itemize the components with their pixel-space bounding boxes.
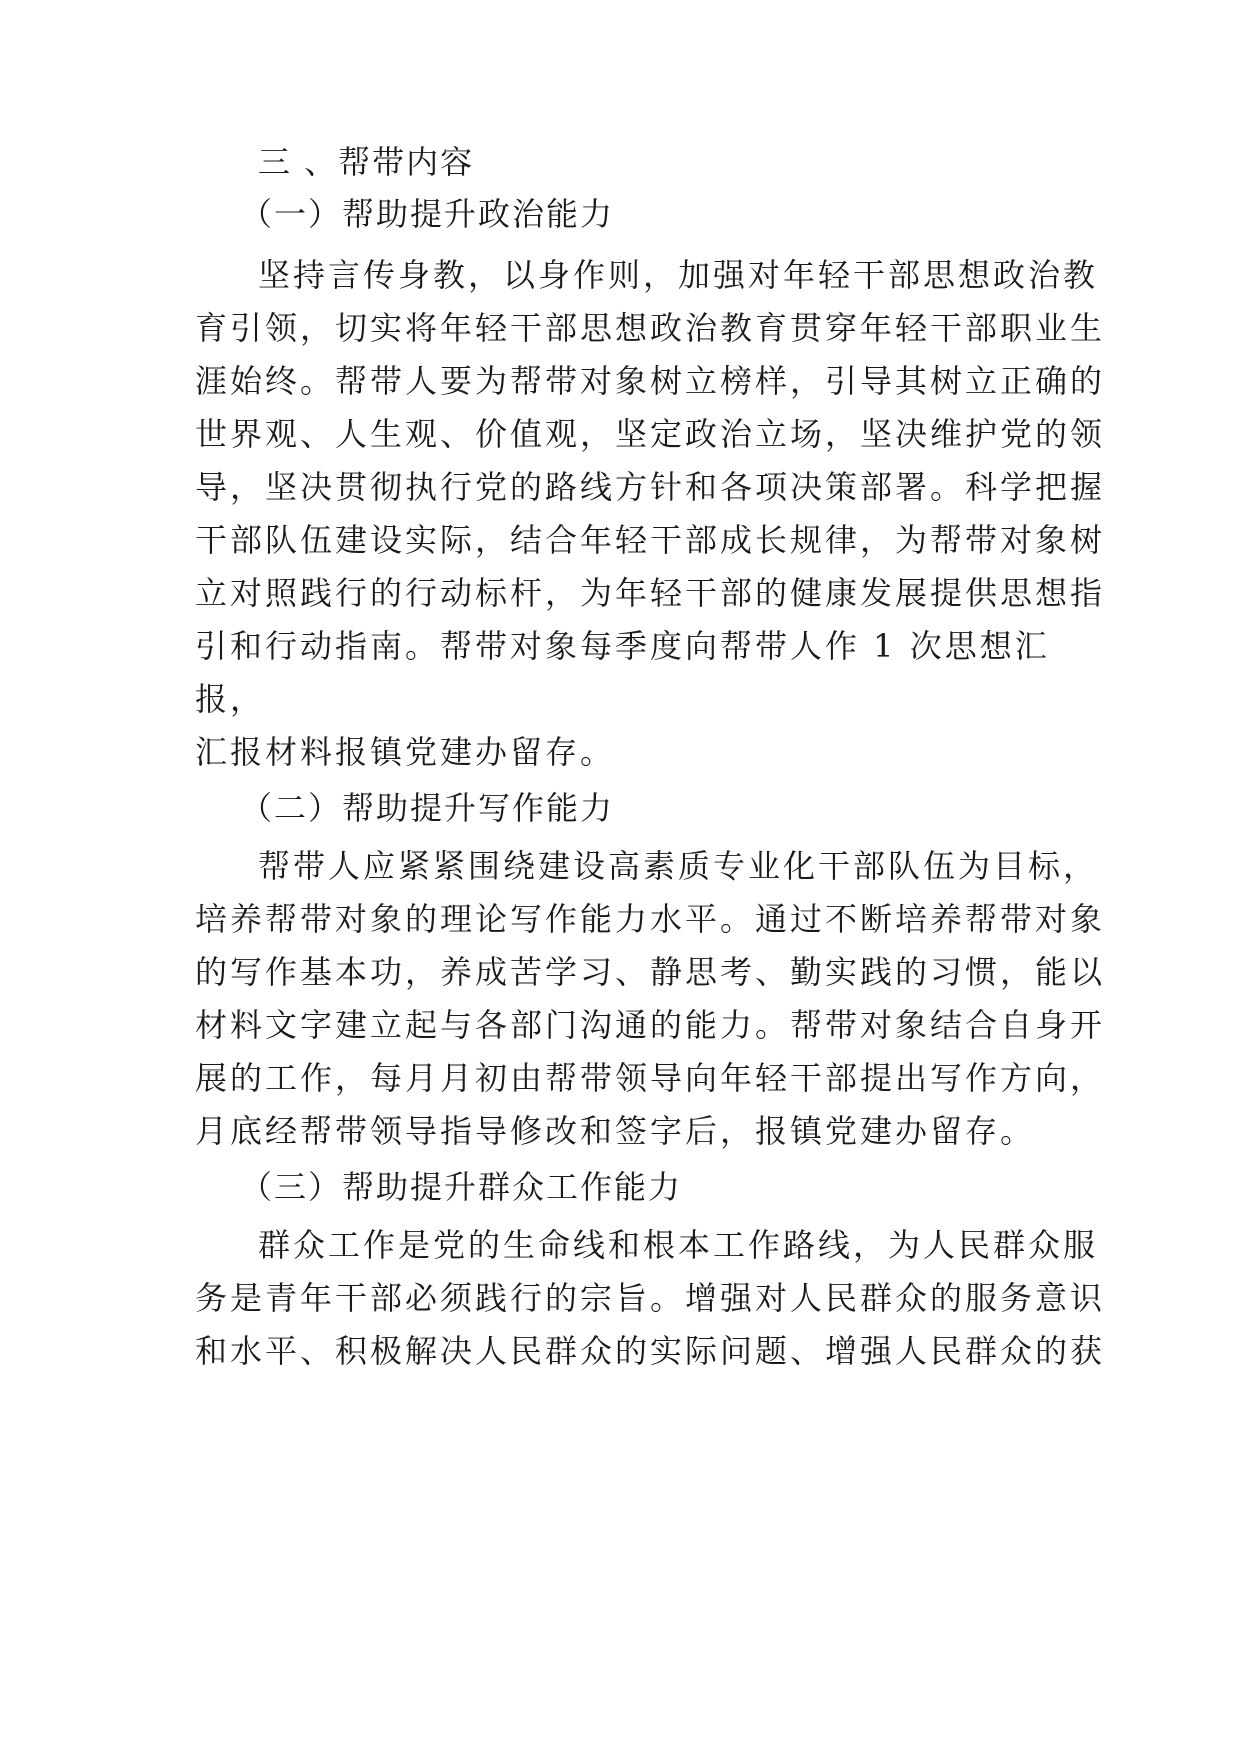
section-heading: 三 、帮带内容 (258, 143, 475, 181)
paragraph-line: 报， (195, 680, 266, 718)
paragraph-line: 帮带人应紧紧围绕建设高素质专业化干部队伍为目标， (258, 847, 1099, 885)
subsection-heading-1: （一）帮助提升政治能力 (240, 195, 615, 233)
paragraph-line: 群众工作是党的生命线和根本工作路线，为人民群众服 (258, 1226, 1099, 1264)
paragraph-line: 展的工作，每月月初由帮带领导向年轻干部提出写作方向， (195, 1059, 1106, 1097)
paragraph-line: 培养帮带对象的理论写作能力水平。通过不断培养帮带对象 (195, 900, 1106, 938)
paragraph-line: 干部队伍建设实际，结合年轻干部成长规律，为帮带对象树 (195, 521, 1106, 559)
paragraph-line: 世界观、人生观、价值观，坚定政治立场，坚决维护党的领 (195, 415, 1106, 453)
paragraph-line: 务是青年干部必须践行的宗旨。增强对人民群众的服务意识 (195, 1279, 1106, 1317)
paragraph-line: 月底经帮带领导指导修改和签字后，报镇党建办留存。 (195, 1112, 1036, 1150)
paragraph-line: 和水平、积极解决人民群众的实际问题、增强人民群众的获 (195, 1332, 1106, 1370)
paragraph-line: 导，坚决贯彻执行党的路线方针和各项决策部署。科学把握 (195, 468, 1106, 506)
paragraph-line: 立对照践行的行动标杆，为年轻干部的健康发展提供思想指 (195, 574, 1106, 612)
subsection-heading-3: （三）帮助提升群众工作能力 (240, 1168, 683, 1206)
paragraph-line: 的写作基本功，养成苦学习、静思考、勤实践的习惯，能以 (195, 953, 1106, 991)
subsection-heading-2: （二）帮助提升写作能力 (240, 789, 615, 827)
paragraph-line: 坚持言传身教，以身作则，加强对年轻干部思想政治教 (258, 256, 1099, 294)
paragraph-line: 涯始终。帮带人要为帮带对象树立榜样，引导其树立正确的 (195, 362, 1106, 400)
paragraph-line: 汇报材料报镇党建办留存。 (195, 733, 616, 771)
paragraph-line: 引和行动指南。帮带对象每季度向帮带人作 1 次思想汇 (195, 627, 1050, 665)
paragraph-line: 材料文字建立起与各部门沟通的能力。帮带对象结合自身开 (195, 1006, 1106, 1044)
paragraph-line: 育引领，切实将年轻干部思想政治教育贯穿年轻干部职业生 (195, 309, 1106, 347)
